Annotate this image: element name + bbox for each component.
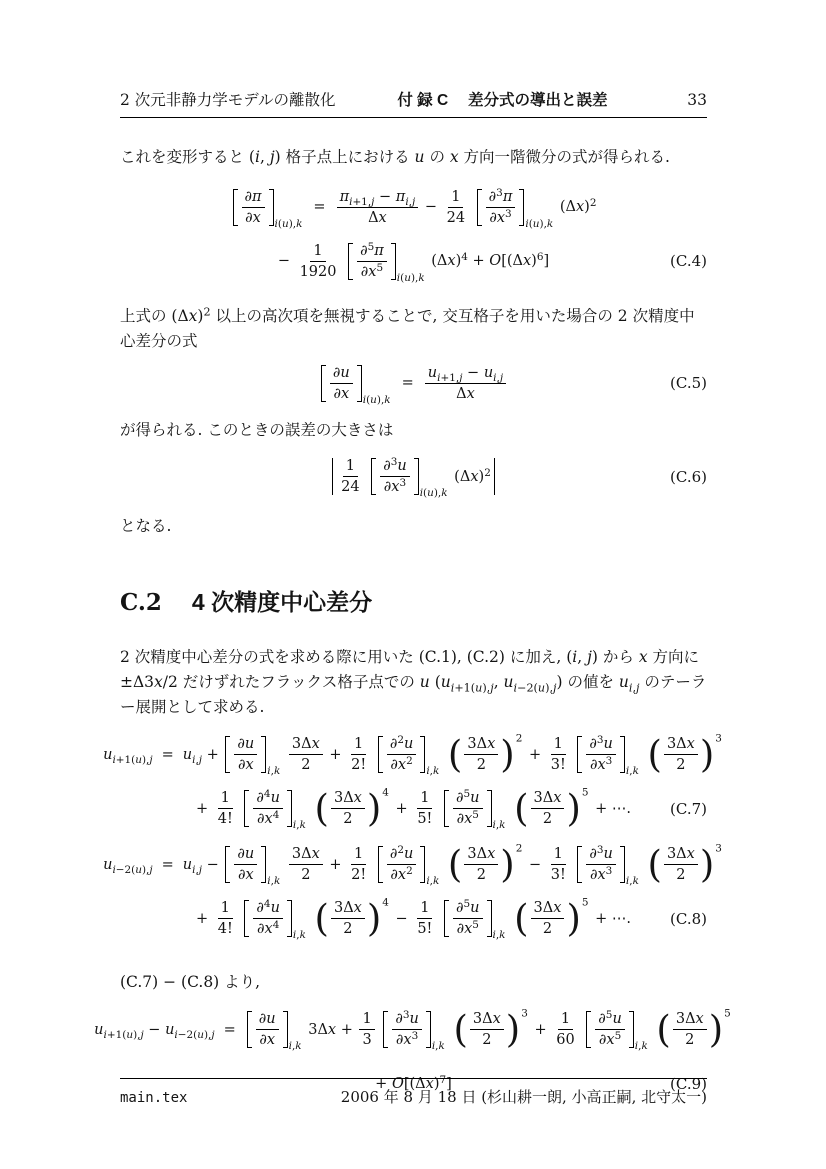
equals-sign: = bbox=[161, 856, 174, 873]
math-text: $(\Delta x)^4 + O[(\Delta x)^6]$ bbox=[426, 250, 550, 270]
equals-sign: = bbox=[161, 746, 174, 763]
equation-row bbox=[120, 356, 707, 410]
fraction: $\frac{3\Delta x}{2}$ bbox=[464, 736, 498, 773]
equation-row bbox=[94, 1003, 731, 1057]
fraction: $\frac{3\Delta x}{2}$ bbox=[289, 846, 323, 883]
bracket-subscript: i(u),k bbox=[525, 217, 554, 230]
math-text bbox=[641, 857, 646, 873]
fraction: $\frac{1}{3!}$ bbox=[550, 846, 566, 884]
math-text: − bbox=[277, 253, 295, 270]
fraction: $\frac{3\Delta x}{2}$ bbox=[664, 846, 698, 883]
abs-term bbox=[329, 450, 498, 503]
fraction: $\frac{\partial^4u}{\partial x^4}$ bbox=[253, 900, 283, 937]
right-abs-bar bbox=[494, 458, 495, 495]
paren-term: ( $\frac{3\Delta x}{2}$ ) 4 bbox=[314, 786, 389, 830]
math-text: $u_{i+1(u),j}$ bbox=[103, 746, 153, 767]
math-text bbox=[437, 801, 442, 817]
right-bracket bbox=[414, 458, 419, 495]
math-text bbox=[437, 911, 442, 927]
math-text bbox=[650, 1022, 655, 1038]
section-number: C.2 bbox=[120, 588, 162, 616]
bracket-term bbox=[577, 734, 639, 778]
section-title: 4 次精度中心差分 bbox=[191, 588, 373, 615]
fraction: $\frac{3\Delta x}{2}$ bbox=[331, 790, 365, 827]
bracket-term bbox=[371, 456, 448, 500]
fraction: $\frac{\partial^3u}{\partial x^3}$ bbox=[586, 846, 616, 883]
math-text bbox=[441, 857, 446, 873]
fraction: $\frac{\partial^5u}{\partial x^5}$ bbox=[453, 790, 483, 827]
fraction: $\frac{\partial^3u}{\partial x^3}$ bbox=[392, 1011, 422, 1048]
fraction: $\frac{1}{1920}$ bbox=[299, 242, 337, 280]
math-text: + bbox=[324, 856, 347, 873]
fraction: $\frac{1}{3!}$ bbox=[550, 736, 566, 774]
equation-rhs bbox=[277, 240, 550, 284]
fraction: $\frac{3\Delta x}{2}$ bbox=[470, 1011, 504, 1048]
paren-term: ( $\frac{3\Delta x}{2}$ ) 4 bbox=[314, 896, 389, 940]
math-text: $u_{i+1(u),j} - u_{i-2(u),j}$ bbox=[94, 1021, 215, 1042]
left-abs-bar bbox=[332, 458, 333, 495]
equation-c8 bbox=[103, 838, 722, 946]
bracket-subscript: i,k bbox=[288, 1040, 302, 1053]
math-text bbox=[282, 747, 287, 763]
bracket-subscript: i,k bbox=[625, 765, 639, 778]
equation-row bbox=[120, 234, 707, 288]
fraction: $\frac{1}{5!}$ bbox=[417, 900, 433, 938]
equation-rhs bbox=[182, 732, 724, 778]
fraction: $\frac{3\Delta x}{2}$ bbox=[289, 736, 323, 773]
math-text bbox=[508, 801, 513, 817]
fraction: $\frac{1}{4!}$ bbox=[217, 790, 233, 828]
bracket-subscript: i(u),k bbox=[362, 393, 391, 406]
equation-tag: (C.5) bbox=[670, 374, 707, 393]
left-bracket bbox=[586, 1011, 591, 1048]
fraction: $\frac{3\Delta x}{2}$ bbox=[673, 1011, 707, 1048]
fraction: $\frac{3\Delta x}{2}$ bbox=[464, 846, 498, 883]
bracket-term bbox=[348, 240, 425, 284]
left-bracket bbox=[225, 846, 230, 883]
math-text bbox=[508, 911, 513, 927]
equation-row bbox=[120, 892, 707, 946]
equation-tag: (C.9) bbox=[670, 1074, 707, 1093]
left-bracket bbox=[378, 846, 383, 883]
bracket-term bbox=[378, 734, 440, 778]
paren-term: ( $\frac{3\Delta x}{2}$ ) 2 bbox=[447, 842, 523, 886]
right-bracket bbox=[426, 1011, 431, 1048]
fraction: $\frac{\partial^2u}{\partial x^2}$ bbox=[387, 846, 417, 883]
bracket-subscript: i,k bbox=[426, 765, 440, 778]
fraction: $\frac{1}{3}$ bbox=[359, 1011, 374, 1048]
paren-term: ( $\frac{3\Delta x}{2}$ ) 5 bbox=[514, 896, 589, 940]
equation-row bbox=[120, 180, 707, 234]
paren-exponent: 5 bbox=[724, 1007, 731, 1020]
fraction: $\frac{\partial u}{\partial x}$ bbox=[234, 846, 257, 883]
fraction: $\frac{3\Delta x}{2}$ bbox=[531, 900, 565, 937]
section-heading bbox=[120, 584, 707, 617]
equation-lhs bbox=[103, 856, 153, 877]
right-bracket bbox=[620, 846, 625, 883]
paren-term: ( $\frac{3\Delta x}{2}$ ) 5 bbox=[656, 1007, 731, 1051]
bracket-term bbox=[244, 788, 306, 832]
paren-exponent: 2 bbox=[515, 732, 523, 745]
left-bracket bbox=[244, 900, 249, 937]
left-bracket bbox=[444, 790, 449, 827]
math-text bbox=[371, 857, 376, 873]
fraction: $\frac{3\Delta x}{2}$ bbox=[664, 736, 698, 773]
paren-exponent: 3 bbox=[521, 1007, 528, 1020]
fraction: $\frac{1}{24}$ bbox=[446, 188, 466, 226]
equation-row bbox=[103, 728, 722, 782]
fraction: $\frac{3\Delta x}{2}$ bbox=[531, 790, 565, 827]
math-text bbox=[341, 253, 346, 269]
math-text: + bbox=[390, 800, 413, 817]
math-text: + bbox=[524, 746, 546, 763]
bracket-subscript: i,k bbox=[426, 875, 440, 888]
fraction: $\frac{\pi_{i+1,j} - \pi_{i,j}}{\Delta x}$ bbox=[337, 189, 419, 226]
bracket-term bbox=[225, 846, 281, 888]
math-text: − bbox=[524, 856, 546, 873]
bracket-subscript: i,k bbox=[625, 875, 639, 888]
fraction: $\frac{1}{2!}$ bbox=[351, 736, 367, 774]
equation-lhs bbox=[94, 1021, 215, 1042]
left-bracket bbox=[383, 1011, 388, 1048]
math-text: $u_{i,j}$ − bbox=[182, 856, 224, 877]
math-text: + bbox=[324, 746, 347, 763]
fraction: $\frac{1}{60}$ bbox=[556, 1011, 575, 1049]
fraction: $\frac{\partial^5u}{\partial x^5}$ bbox=[595, 1011, 625, 1048]
bracket-subscript: i(u),k bbox=[396, 271, 425, 284]
math-text: + bbox=[195, 910, 213, 927]
right-bracket bbox=[269, 189, 274, 226]
equation-tag: (C.4) bbox=[670, 252, 707, 271]
paren-exponent: 4 bbox=[382, 786, 389, 799]
left-bracket bbox=[477, 189, 482, 226]
equation-c4 bbox=[120, 180, 707, 288]
math-text: + bbox=[529, 1021, 552, 1038]
equation-rhs bbox=[245, 1007, 733, 1053]
running-head-appendix-title: 付 録 C 差分式の導出と誤差 bbox=[397, 92, 608, 109]
fraction: $\frac{\partial^4u}{\partial x^4}$ bbox=[253, 790, 283, 827]
math-text: $(\Delta x)^2$ bbox=[555, 196, 597, 216]
bracket-subscript: i,k bbox=[634, 1040, 648, 1053]
equation-rhs bbox=[423, 365, 508, 402]
equation-rhs bbox=[335, 186, 597, 230]
equals-sign: = bbox=[223, 1021, 236, 1038]
math-text bbox=[571, 857, 576, 873]
bracket-subscript: i,k bbox=[431, 1040, 445, 1053]
equation-c6 bbox=[120, 449, 707, 504]
equation-lhs bbox=[103, 746, 153, 767]
right-bracket bbox=[519, 189, 524, 226]
bracket-subscript: i,k bbox=[292, 929, 306, 942]
page-footer bbox=[120, 1073, 707, 1107]
left-bracket bbox=[577, 846, 582, 883]
math-text bbox=[441, 747, 446, 763]
math-text bbox=[282, 857, 287, 873]
fraction: $\frac{u_{i+1,j} - u_{i,j}}{\Delta x}$ bbox=[425, 365, 506, 402]
fraction: $\frac{\partial^5u}{\partial x^5}$ bbox=[453, 900, 483, 937]
paren-term: ( $\frac{3\Delta x}{2}$ ) 3 bbox=[453, 1007, 528, 1051]
math-text: − bbox=[420, 199, 442, 216]
math-text bbox=[580, 1022, 585, 1038]
math-text bbox=[470, 199, 475, 215]
paren-exponent: 3 bbox=[715, 842, 722, 855]
paren-term: ( $\frac{3\Delta x}{2}$ ) 2 bbox=[447, 732, 523, 776]
bracket-subscript: i,k bbox=[492, 819, 506, 832]
math-text: − bbox=[390, 910, 413, 927]
right-bracket bbox=[420, 736, 425, 773]
paragraph-error-magnitude: が得られる. このときの誤差の大きさは bbox=[120, 421, 394, 440]
left-bracket bbox=[233, 189, 238, 226]
right-bracket bbox=[487, 900, 492, 937]
fraction: $\frac{\partial^3\pi}{\partial x^3}$ bbox=[486, 189, 516, 226]
paragraph-taylor-expansion: 2 次精度中心差分の式を求める際に用いた (C.1), (C.2) に加え, (i, j) から x 方向に ±Δ3x/2 だけずれたフラックス格子点での u ($u_{i+1(u),j}$, $u_{i-2(u),j}$) の値を $u_{i,j}$ のテーラー展開として求める. bbox=[120, 647, 707, 716]
math-text: + ⋯. bbox=[590, 910, 632, 927]
math-text bbox=[641, 747, 646, 763]
left-bracket bbox=[378, 736, 383, 773]
bracket-term bbox=[444, 788, 506, 832]
bracket-subscript: i,k bbox=[267, 765, 281, 778]
right-bracket bbox=[261, 736, 266, 773]
right-bracket bbox=[283, 1011, 288, 1048]
right-bracket bbox=[261, 846, 266, 883]
bracket-term bbox=[225, 736, 281, 778]
fraction: $\frac{\partial^2u}{\partial x^2}$ bbox=[387, 736, 417, 773]
math-text: + ⋯. bbox=[590, 800, 632, 817]
footer-filename: main.tex bbox=[120, 1090, 188, 1106]
equation-row bbox=[120, 449, 707, 504]
bracket-term bbox=[586, 1009, 648, 1053]
left-bracket bbox=[244, 790, 249, 827]
fraction: $\frac{\partial^3u}{\partial x^3}$ bbox=[380, 458, 410, 495]
equation-lhs bbox=[319, 364, 393, 406]
equation-rhs bbox=[182, 842, 724, 888]
math-text bbox=[238, 801, 243, 817]
fraction: $\frac{\partial u}{\partial x}$ bbox=[256, 1011, 279, 1048]
bracket-subscript: i,k bbox=[292, 819, 306, 832]
equation-c7 bbox=[103, 728, 722, 836]
paren-exponent: 3 bbox=[715, 732, 722, 745]
bracket-subscript: i(u),k bbox=[419, 487, 448, 500]
page-header bbox=[120, 88, 707, 118]
fraction: $\frac{\partial\pi}{\partial x}$ bbox=[242, 189, 265, 226]
math-text bbox=[447, 1022, 452, 1038]
fraction: $\frac{\partial u}{\partial x}$ bbox=[330, 365, 353, 402]
paragraph-tonaru: となる. bbox=[120, 517, 172, 536]
left-bracket bbox=[577, 736, 582, 773]
paragraph-neglect-higher-order: 上式の $(\Delta x)^2$ 以上の高次項を無視することで, 交互格子を用いた場合の 2 次精度中心差分の式 bbox=[120, 305, 695, 351]
equals-sign: = bbox=[313, 199, 326, 216]
bracket-subscript: i,k bbox=[492, 929, 506, 942]
paragraph-c7-minus-c8: (C.7) − (C.8) より, bbox=[120, 972, 261, 991]
bracket-subscript: i(u),k bbox=[274, 217, 303, 230]
paren-term: ( $\frac{3\Delta x}{2}$ ) 5 bbox=[514, 786, 589, 830]
running-head-left: 2 次元非静力学モデルの離散化 bbox=[120, 91, 336, 109]
bracket-term bbox=[378, 844, 440, 888]
right-bracket bbox=[357, 365, 362, 402]
right-bracket bbox=[487, 790, 492, 827]
left-bracket bbox=[371, 458, 376, 495]
math-text bbox=[371, 747, 376, 763]
equation-tag: (C.7) bbox=[670, 799, 707, 818]
bracket-subscript: i,k bbox=[267, 875, 281, 888]
equals-sign: = bbox=[401, 375, 414, 392]
math-text: $(\Delta x)^2$ bbox=[449, 466, 491, 485]
paragraph-intro: これを変形すると (i, j) 格子点上における u の x 方向一階微分の式が得られる. bbox=[120, 148, 670, 166]
fraction: $\frac{\partial u}{\partial x}$ bbox=[234, 736, 257, 773]
equation-tag: (C.8) bbox=[670, 909, 707, 928]
math-text bbox=[308, 801, 313, 817]
bracket-term bbox=[383, 1009, 445, 1053]
math-text bbox=[377, 1022, 382, 1038]
bracket-term bbox=[477, 186, 554, 230]
bracket-term bbox=[444, 898, 506, 942]
math-text: + $O[(\Delta x)^7]$ bbox=[375, 1073, 452, 1092]
right-bracket bbox=[620, 736, 625, 773]
equation-lhs bbox=[231, 188, 305, 230]
math-text: 3Δx + bbox=[303, 1021, 358, 1038]
right-bracket bbox=[287, 900, 292, 937]
fraction: $\frac{\partial^3u}{\partial x^3}$ bbox=[586, 736, 616, 773]
math-text: $u_{i-2(u),j}$ bbox=[103, 856, 153, 877]
equation-row bbox=[103, 838, 722, 892]
equation-tag: (C.6) bbox=[670, 467, 707, 486]
right-bracket bbox=[629, 1011, 634, 1048]
left-bracket bbox=[247, 1011, 252, 1048]
right-bracket bbox=[287, 790, 292, 827]
left-bracket bbox=[225, 736, 230, 773]
equation-rhs bbox=[195, 786, 632, 832]
math-text bbox=[365, 469, 370, 485]
right-bracket bbox=[420, 846, 425, 883]
paren-exponent: 4 bbox=[382, 896, 389, 909]
bracket-term bbox=[321, 364, 391, 406]
math-text: $u_{i,j}$ + bbox=[182, 746, 224, 767]
fraction: $\frac{1}{24}$ bbox=[341, 458, 360, 496]
left-bracket bbox=[348, 243, 353, 280]
bracket-term bbox=[233, 188, 303, 230]
left-bracket bbox=[321, 365, 326, 402]
bracket-term bbox=[577, 844, 639, 888]
paren-term: ( $\frac{3\Delta x}{2}$ ) 3 bbox=[647, 732, 722, 776]
paren-term: ( $\frac{3\Delta x}{2}$ ) 3 bbox=[647, 842, 722, 886]
page-number: 33 bbox=[687, 91, 707, 109]
fraction: $\frac{1}{2!}$ bbox=[351, 846, 367, 884]
equation-c5 bbox=[120, 356, 707, 410]
paren-exponent: 5 bbox=[581, 786, 589, 799]
paren-exponent: 5 bbox=[581, 896, 589, 909]
right-bracket bbox=[391, 243, 396, 280]
equation-rhs bbox=[329, 450, 498, 503]
math-text bbox=[308, 911, 313, 927]
equation-rhs bbox=[195, 896, 632, 942]
fraction: $\frac{1}{5!}$ bbox=[417, 790, 433, 828]
bracket-term bbox=[247, 1011, 302, 1053]
math-text bbox=[571, 747, 576, 763]
math-text bbox=[238, 911, 243, 927]
paren-exponent: 2 bbox=[515, 842, 523, 855]
bracket-term bbox=[244, 898, 306, 942]
equation-row bbox=[120, 782, 707, 836]
fraction: $\frac{1}{4!}$ bbox=[217, 900, 233, 938]
math-text: + bbox=[195, 800, 213, 817]
left-bracket bbox=[444, 900, 449, 937]
fraction: $\frac{\partial^5\pi}{\partial x^5}$ bbox=[357, 243, 387, 280]
footer-date-authors: 2006 年 8 月 18 日 (杉山耕一朗, 小高正嗣, 北守太一) bbox=[340, 1088, 707, 1106]
fraction: $\frac{3\Delta x}{2}$ bbox=[331, 900, 365, 937]
